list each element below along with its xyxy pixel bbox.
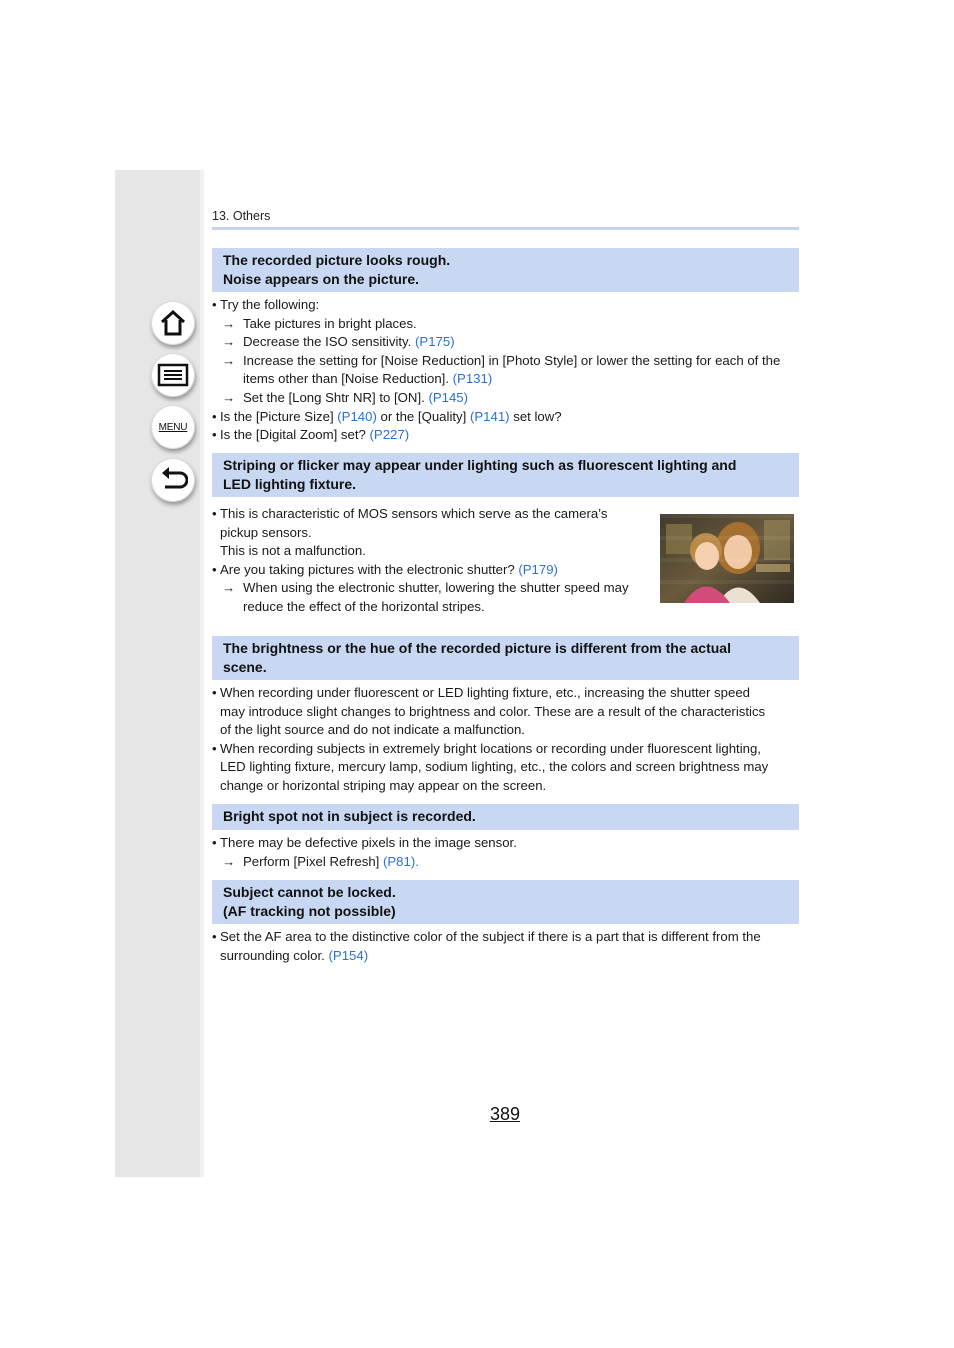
section-heading-rough-picture <box>212 248 799 292</box>
list-item <box>212 928 807 965</box>
heading-line: The brightness or the hue of the recorded picture is different from the actual <box>223 640 731 656</box>
list-item <box>212 834 799 853</box>
list-item <box>212 426 799 445</box>
item-text: Set the AF area to the distinctive color of the subject if there is a part that is different from the <box>220 929 761 944</box>
section-body-bright-spot <box>212 834 799 871</box>
heading-line: Striping or flicker may appear under lighting such as fluorescent lighting and <box>223 457 737 473</box>
chapter-divider <box>212 227 799 230</box>
bullet: • <box>212 835 217 850</box>
bullet: • <box>212 685 217 700</box>
section-heading-striping <box>212 453 799 497</box>
item-text: pickup sensors. <box>220 524 312 540</box>
sub-item <box>212 853 799 872</box>
page-link[interactable]: (P179) <box>518 561 558 577</box>
sub-text: When using the electronic shutter, lowering the shutter speed may <box>243 580 629 596</box>
sub-text: Set the [Long Shtr NR] to [ON]. <box>243 389 429 405</box>
list-item <box>212 296 799 315</box>
sub-text: Perform [Pixel Refresh] <box>243 853 383 869</box>
page-link[interactable]: (P81) <box>382 853 416 869</box>
arrow-symbol: → <box>222 389 236 405</box>
chapter-title: 13. Others <box>212 209 271 223</box>
bullet: • <box>212 740 217 756</box>
sub-item <box>212 579 652 616</box>
list-item <box>212 505 652 561</box>
sub-text: Increase the setting for [Noise Reduction] in [Photo Style] or lower the setting for each of the items other than [Noise Reduction]. <box>243 352 781 387</box>
return-arrow-icon <box>158 465 188 495</box>
page-link[interactable]: (P131) <box>452 371 493 387</box>
sub-text: Take pictures in bright places. <box>243 315 417 331</box>
item-text: Is the [Picture Size] <box>220 408 338 424</box>
item-text: Are you taking pictures with the electronic shutter? <box>220 561 519 577</box>
bullet: • <box>212 506 217 521</box>
arrow-symbol: → <box>222 853 236 869</box>
section-body-subject-lock <box>212 928 807 965</box>
arrow-symbol: → <box>222 580 236 596</box>
back-button[interactable] <box>151 458 195 502</box>
item-text: When recording subjects in extremely bright locations or recording under fluorescent lighting, <box>220 740 761 756</box>
heading-line: Bright spot not in subject is recorded. <box>223 808 476 824</box>
page-link[interactable]: (P140) <box>337 408 377 424</box>
item-text: LED lighting fixture, mercury lamp, sodium lighting, etc., the colors and screen brightness may <box>220 759 769 775</box>
page-link[interactable]: (P175) <box>415 334 455 350</box>
section-heading-bright-spot <box>212 804 799 830</box>
sidebar-edge <box>200 170 204 1177</box>
sub-item <box>212 315 799 334</box>
item-text: may introduce slight changes to brightness and color. These are a result of the characteristics <box>220 703 766 719</box>
home-icon <box>158 308 188 338</box>
heading-line: LED lighting fixture. <box>223 475 356 492</box>
menu-button[interactable] <box>151 405 195 449</box>
item-text: This is characteristic of MOS sensors which serve as the camera’s <box>220 506 608 521</box>
list-item <box>212 561 652 580</box>
heading-line: Subject cannot be locked. <box>223 884 396 900</box>
section-body-brightness <box>212 684 812 796</box>
item-text: or the [Quality] <box>376 408 470 424</box>
bullet: • <box>212 561 217 577</box>
item-text: set low? <box>509 408 562 424</box>
sub-text: Decrease the ISO sensitivity. <box>243 334 415 350</box>
sub-text-tail: . <box>415 853 419 869</box>
sub-item <box>212 352 799 389</box>
heading-line: (AF tracking not possible) <box>223 902 396 919</box>
list-item <box>212 740 812 796</box>
page-link[interactable]: (P145) <box>428 389 469 405</box>
list-item <box>212 684 812 740</box>
sub-text: reduce the effect of the horizontal stripes. <box>243 598 485 614</box>
section-body-striping <box>212 505 652 617</box>
contents-button[interactable] <box>151 353 195 397</box>
item-text: There may be defective pixels in the image sensor. <box>220 835 517 850</box>
section-body-rough-picture <box>212 296 799 445</box>
bullet: • <box>212 929 217 944</box>
page-number: 389 <box>490 1104 521 1124</box>
bullet: • <box>212 297 217 312</box>
section-heading-brightness <box>212 636 799 680</box>
item-text: change or horizontal striping may appear on the screen. <box>220 777 547 793</box>
arrow-symbol: → <box>222 334 236 350</box>
bullet: • <box>212 408 217 424</box>
page-link[interactable]: (P227) <box>369 427 410 443</box>
heading-line: Noise appears on the picture. <box>223 270 420 287</box>
sub-item <box>212 333 799 352</box>
arrow-symbol: → <box>222 315 236 331</box>
section-heading-subject-lock <box>212 880 799 924</box>
list-icon <box>157 362 189 388</box>
item-text: surrounding color. <box>220 947 329 963</box>
item-text: When recording under fluorescent or LED lighting fixture, etc., increasing the shutter speed <box>220 685 750 700</box>
page-link[interactable]: (P154) <box>328 947 369 963</box>
bullet: • <box>212 427 217 443</box>
menu-label: MENU <box>158 421 188 433</box>
home-button[interactable] <box>151 301 195 345</box>
item-text: Is the [Digital Zoom] set? <box>220 427 370 443</box>
flicker-example-photo <box>660 514 794 603</box>
page-link[interactable]: (P141) <box>469 408 510 424</box>
heading-line: scene. <box>223 658 267 675</box>
item-text: of the light source and do not indicate a malfunction. <box>220 722 525 738</box>
sub-item <box>212 389 799 408</box>
heading-line: The recorded picture looks rough. <box>223 252 451 268</box>
arrow-symbol: → <box>222 352 236 368</box>
item-text: This is not a malfunction. <box>220 543 366 559</box>
list-item <box>212 408 799 427</box>
item-text: Try the following: <box>220 297 320 312</box>
